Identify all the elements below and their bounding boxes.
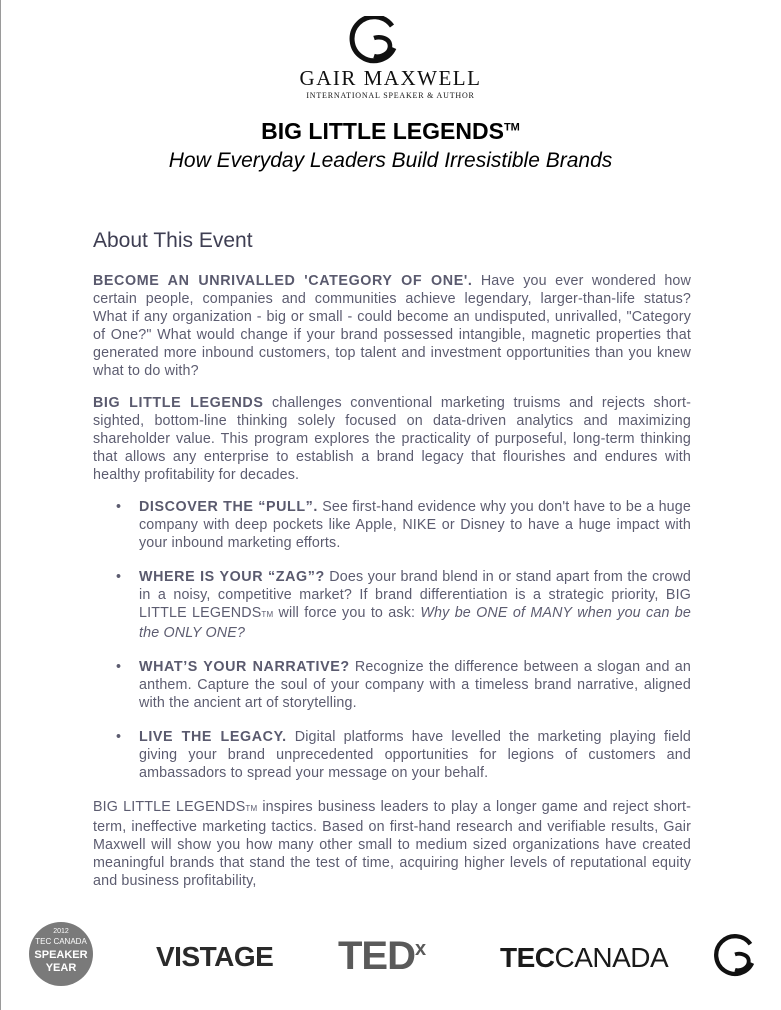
- list-item: [116, 658, 691, 712]
- badge-line2: YEAR: [45, 962, 77, 974]
- bullet-text: Digital platforms have levelled the marketing playing field giving your brand unprecedented opportunities for legions of customers and ambassadors to spread your message on your behalf.: [139, 729, 691, 781]
- badge-org: TEC CANADA: [35, 937, 87, 946]
- bullet-lead: DISCOVER THE “PULL”.: [139, 499, 318, 515]
- section-heading: About This Event: [93, 229, 253, 252]
- event-subtitle: How Everyday Leaders Build Irresistible Brands: [168, 149, 613, 172]
- bullet-lead: WHAT’S YOUR NARRATIVE?: [139, 659, 350, 675]
- tec-light: CANADA: [554, 942, 669, 973]
- brand-name: GAIR MAXWELL: [299, 66, 482, 90]
- bullet-text: Recognize the difference between a slogan and an anthem. Capture the soul of your company with a timeless brand narrative, aligned with the ancient art of storytelling.: [139, 659, 691, 711]
- program-text: challenges conventional marketing truisms and rejects short-sighted, bottom-line thinking solely focused on data-driven analytics and maximizing shareholder value. This program explores the practicality of purposeful, long-term thinking that allows any enterprise to establish a brand legacy that flourishes and endures with healthy profitability for decades.: [93, 395, 691, 483]
- badge-year: 2012: [53, 928, 69, 935]
- tec-canada-logo: [500, 942, 668, 974]
- badge-line1: SPEAKER: [34, 949, 88, 961]
- event-title: [0, 118, 781, 145]
- intro-text: Have you ever wondered how certain people, companies and communities achieve legendary, larger-than-life status? What if any organization - big or small - could become an undisputed, unrivalled, "Category of One?" What would change if your brand possessed intangible, magnetic properties that generated more inbound customers, top talent and investment opportunities than you knew what to do with?: [93, 273, 691, 379]
- trademark-mark: TM: [245, 804, 258, 813]
- trademark-mark: TM: [503, 121, 520, 134]
- intro-paragraph: [93, 272, 691, 380]
- bullet-icon: •: [116, 499, 122, 515]
- bullet-text-continued: will force you to ask:: [273, 605, 421, 621]
- intro-lead: BECOME AN UNRIVALLED 'CATEGORY OF ONE'.: [93, 273, 473, 289]
- brand-tagline: INTERNATIONAL SPEAKER & AUTHOR: [306, 91, 475, 100]
- bullet-text: See first-hand evidence why you don't have to be a huge company with deep pockets like Apple, NIKE or Disney to have a huge impact with your inbound marketing efforts.: [139, 499, 691, 551]
- speaker-of-the-year-badge: [29, 922, 93, 986]
- bullet-lead: LIVE THE LEGACY.: [139, 729, 287, 745]
- bullet-icon: •: [116, 729, 122, 745]
- bullet-icon: •: [116, 659, 122, 675]
- list-item: [116, 728, 691, 782]
- bullet-lead: WHERE IS YOUR “ZAG”?: [139, 569, 325, 585]
- list-item: [116, 568, 692, 642]
- closing-paragraph: [93, 798, 691, 890]
- benefits-list: [93, 498, 691, 782]
- vistage-logo: VISTAGE: [156, 941, 274, 972]
- gair-maxwell-footer-logo-icon: [711, 934, 759, 980]
- tedx-main: TED: [338, 934, 415, 978]
- closing-title: BIG LITTLE LEGENDS: [93, 799, 246, 815]
- tec-bold: TEC: [500, 942, 555, 973]
- tedx-sup: x: [415, 938, 426, 960]
- event-description: [93, 272, 691, 904]
- closing-text: inspires business leaders to play a longer game and reject short-term, ineffective marketing tactics. Based on first-hand research and verifiable results, Gair Maxwell will show you how many other small to medium sized organizations have created meaningful brands that stand the test of time, acquiring higher levels of reputational equity and business profitability,: [93, 799, 691, 889]
- trademark-mark: TM: [261, 610, 274, 619]
- event-title-text: BIG LITTLE LEGENDS: [261, 118, 504, 144]
- gair-maxwell-logo-icon: [346, 16, 402, 66]
- bullet-text: Does your brand blend in or stand apart from the crowd in a noisy, competitive market? If brand differentiation is a strategic priority, BIG LITTLE LEGENDS: [139, 569, 691, 621]
- bullet-italic: Why be ONE of MANY when you can be the ONLY ONE?: [139, 605, 692, 641]
- list-item: [116, 498, 691, 552]
- bullet-icon: •: [116, 569, 122, 585]
- program-paragraph: [93, 394, 691, 484]
- tedx-logo: [338, 934, 425, 979]
- program-lead: BIG LITTLE LEGENDS: [93, 395, 264, 411]
